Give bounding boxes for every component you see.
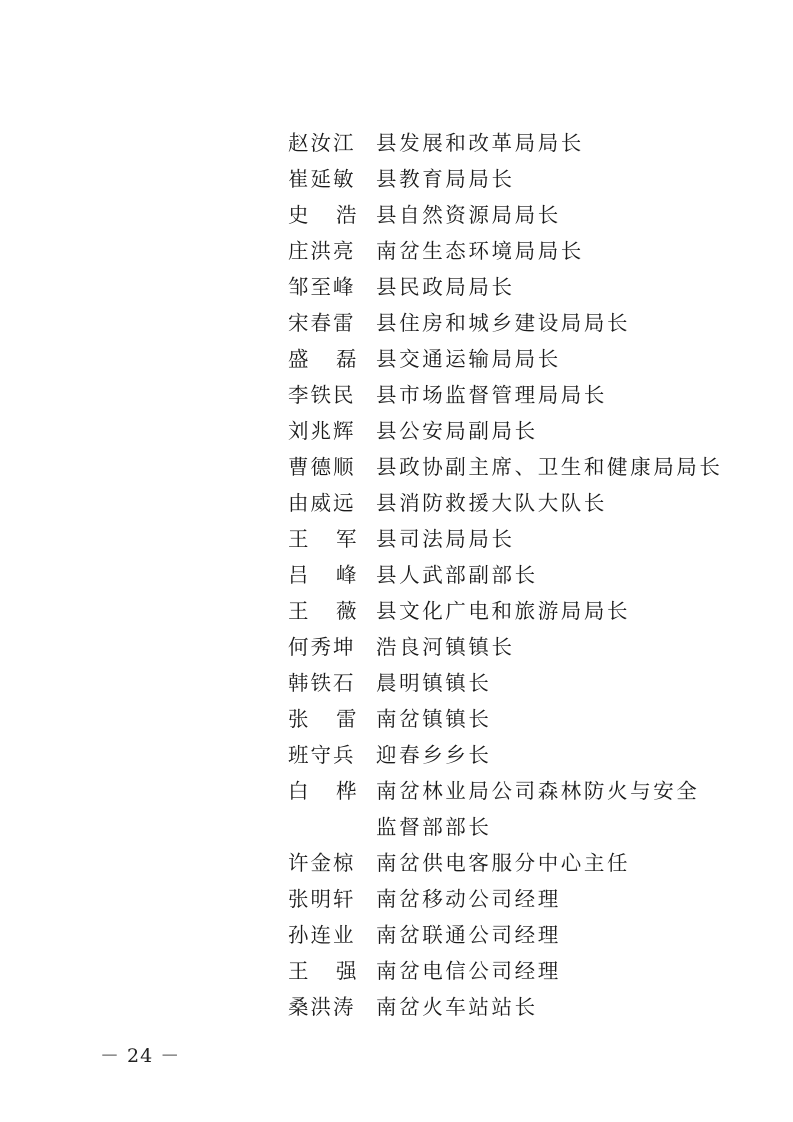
member-name: 曹德顺 — [288, 455, 356, 479]
member-name-char: 盛 — [288, 347, 309, 371]
member-name-char: 军 — [336, 527, 357, 551]
list-item — [288, 881, 728, 917]
member-name-char: 张 — [288, 707, 309, 731]
list-item — [288, 953, 728, 989]
member-name: 邹至峰 — [288, 275, 356, 299]
member-title: 南岔林业局公司森林防火与安全 — [376, 779, 700, 803]
member-title: 南岔移动公司经理 — [376, 887, 561, 911]
member-title: 县民政局局长 — [376, 275, 515, 299]
member-title: 南岔电信公司经理 — [376, 959, 561, 983]
member-name: 孙连业 — [288, 923, 356, 947]
member-name: 张明轩 — [288, 887, 356, 911]
list-item — [288, 413, 728, 449]
personnel-list — [288, 125, 728, 1025]
member-name: 庄洪亮 — [288, 239, 356, 263]
member-name-char: 桦 — [336, 779, 357, 803]
page-number: － 24 － — [100, 1045, 181, 1067]
member-title: 县公安局副局长 — [376, 419, 538, 443]
member-title: 南岔联通公司经理 — [376, 923, 561, 947]
member-title: 县文化广电和旅游局局长 — [376, 599, 631, 623]
list-item — [288, 989, 728, 1025]
member-name: 李铁民 — [288, 383, 356, 407]
member-name: 刘兆辉 — [288, 419, 356, 443]
list-item — [288, 665, 728, 701]
list-item — [288, 593, 728, 629]
list-item — [288, 629, 728, 665]
list-item — [288, 161, 728, 197]
member-title: 县自然资源局局长 — [376, 203, 561, 227]
list-item — [288, 737, 728, 773]
list-item — [288, 341, 728, 377]
member-title: 县发展和改革局局长 — [376, 131, 584, 155]
member-name: 由威远 — [288, 491, 356, 515]
member-name: 许金椋 — [288, 851, 356, 875]
list-item — [288, 773, 728, 809]
member-name: 桑洪涛 — [288, 995, 356, 1019]
member-name-char: 雷 — [336, 707, 357, 731]
member-name-char: 王 — [288, 527, 309, 551]
member-title: 迎春乡乡长 — [376, 743, 492, 767]
list-item — [288, 125, 728, 161]
list-item — [288, 845, 728, 881]
member-title: 县教育局局长 — [376, 167, 515, 191]
member-name-char: 吕 — [288, 563, 309, 587]
member-title: 县人武部副部长 — [376, 563, 538, 587]
member-name: 何秀坤 — [288, 635, 356, 659]
list-item — [288, 485, 728, 521]
member-name-char: 王 — [288, 599, 309, 623]
member-name: 赵汝江 — [288, 131, 356, 155]
member-title-continuation: 监督部部长 — [376, 815, 492, 839]
member-name: 班守兵 — [288, 743, 356, 767]
member-title: 县交通运输局局长 — [376, 347, 561, 371]
member-name-char: 强 — [336, 959, 357, 983]
member-name: 韩铁石 — [288, 671, 356, 695]
member-name-char: 王 — [288, 959, 309, 983]
member-title: 南岔镇镇长 — [376, 707, 492, 731]
member-name: 崔延敏 — [288, 167, 356, 191]
member-title: 县消防救援大队大队长 — [376, 491, 607, 515]
list-item — [288, 233, 728, 269]
member-title: 县政协副主席、卫生和健康局局长 — [376, 455, 723, 479]
list-item — [288, 557, 728, 593]
member-name-char: 薇 — [336, 599, 357, 623]
member-title: 县住房和城乡建设局局长 — [376, 311, 631, 335]
member-name-char: 浩 — [336, 203, 357, 227]
member-title: 县司法局局长 — [376, 527, 515, 551]
list-item — [288, 305, 728, 341]
list-item — [288, 449, 728, 485]
member-title: 南岔生态环境局局长 — [376, 239, 584, 263]
list-item — [288, 197, 728, 233]
list-item — [288, 377, 728, 413]
member-name-char: 磊 — [336, 347, 357, 371]
list-item-continuation — [288, 809, 728, 845]
list-item — [288, 917, 728, 953]
member-name-char: 白 — [288, 779, 309, 803]
list-item — [288, 269, 728, 305]
list-item — [288, 521, 728, 557]
member-title: 南岔火车站站长 — [376, 995, 538, 1019]
member-title: 晨明镇镇长 — [376, 671, 492, 695]
member-title: 县市场监督管理局局长 — [376, 383, 607, 407]
member-name-char: 史 — [288, 203, 309, 227]
member-title: 浩良河镇镇长 — [376, 635, 515, 659]
list-item — [288, 701, 728, 737]
member-title: 南岔供电客服分中心主任 — [376, 851, 631, 875]
member-name-char: 峰 — [336, 563, 357, 587]
member-name: 宋春雷 — [288, 311, 356, 335]
